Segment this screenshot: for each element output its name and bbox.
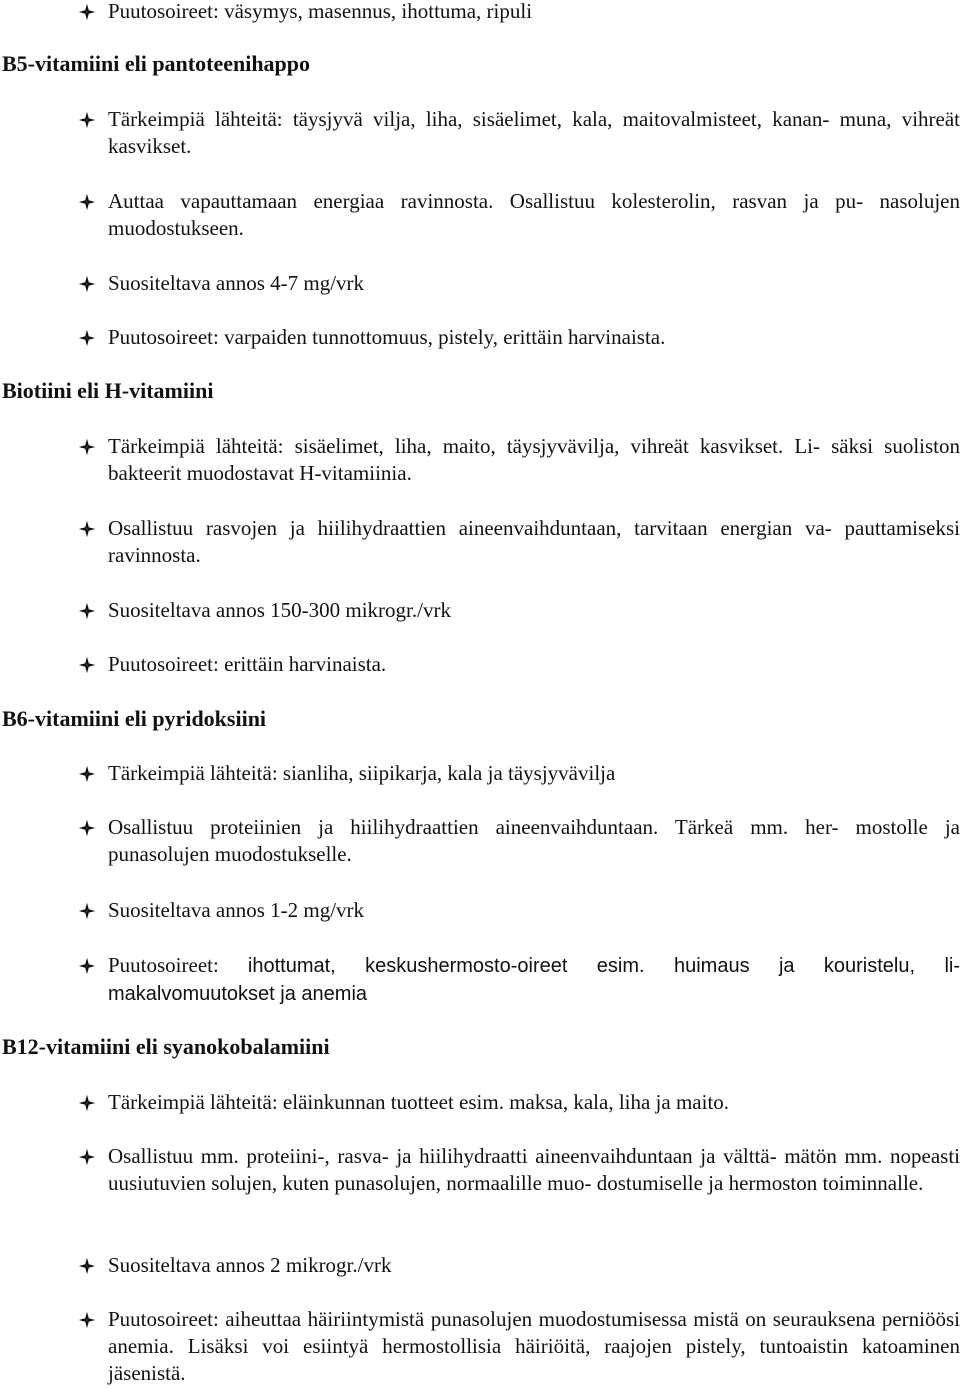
diamond-bullet-icon [78, 765, 96, 783]
list-item [78, 324, 960, 351]
list-item [78, 106, 960, 160]
diamond-bullet-icon [78, 1311, 96, 1329]
section-heading-biotiini: Biotiini eli H-vitamiini [2, 378, 214, 403]
list-item [78, 1252, 960, 1279]
list-item-body: ihottumat, keskushermosto-oireet esim. huimaus ja kouristelu, li- makalvomuutokset ja anemia [108, 955, 960, 1005]
list-item-text: Tärkeimpiä lähteitä: eläinkunnan tuotteet esim. maksa, kala, liha ja maito. [108, 1090, 730, 1114]
list-item [78, 651, 960, 678]
list-item [78, 1089, 960, 1116]
diamond-bullet-icon [78, 1257, 96, 1275]
diamond-bullet-icon [78, 193, 96, 211]
list-item-text: Osallistuu mm. proteiini-, rasva- ja hiilihydraatti aineenvaihduntaan ja välttä- mätön mm. nopeasti uusiutuvien solujen, kuten punasolujen, normaalille muo- dostumiselle ja hermoston toiminnalle. [108, 1144, 960, 1195]
list-item [78, 1143, 960, 1197]
section-heading-b5: B5-vitamiini eli pantoteenihappo [2, 51, 311, 76]
list-item-text: Suositeltava annos 4-7 mg/vrk [108, 271, 365, 295]
list-item [78, 188, 960, 242]
list-item [78, 1306, 960, 1387]
list-item-text: Suositeltava annos 150-300 mikrogr./vrk [108, 598, 451, 622]
list-item-text: Puutosoireet: väsymys, masennus, ihottuma, ripuli [108, 0, 533, 23]
list-item-text: Puutosoireet: erittäin harvinaista. [108, 652, 387, 676]
list-item-text: Tärkeimpiä lähteitä: sisäelimet, liha, maito, täysjyvävilja, vihreät kasvikset. Li- säksi suoliston bakteerit muodostavat H-vitamiinia. [108, 434, 960, 485]
diamond-bullet-icon [78, 656, 96, 674]
list-item-prefix: Puutosoireet: [108, 953, 219, 977]
diamond-bullet-icon [78, 3, 96, 21]
list-item [78, 515, 960, 569]
diamond-bullet-icon [78, 1094, 96, 1112]
list-item-text: Suositeltava annos 1-2 mg/vrk [108, 898, 365, 922]
list-item-text: Osallistuu rasvojen ja hiilihydraattien aineenvaihduntaan, tarvitaan energian va- pauttamiseksi ravinnosta. [108, 516, 960, 567]
diamond-bullet-icon [78, 275, 96, 293]
section-heading-b6: B6-vitamiini eli pyridoksiini [2, 706, 267, 731]
list-item [78, 897, 960, 924]
list-item [78, 814, 960, 868]
list-item-text: Puutosoireet: varpaiden tunnottomuus, pistely, erittäin harvinaista. [108, 325, 666, 349]
diamond-bullet-icon [78, 1148, 96, 1166]
list-item-text: Tärkeimpiä lähteitä: täysjyvä vilja, liha, sisäelimet, kala, maitovalmisteet, kanan- muna, vihreät kasvikset. [108, 107, 960, 158]
section-heading-b12: B12-vitamiini eli syanokobalamiini [2, 1034, 330, 1059]
list-item [78, 760, 960, 787]
list-item [78, 952, 960, 1008]
diamond-bullet-icon [78, 819, 96, 837]
list-item [78, 0, 960, 25]
list-item-text: Suositeltava annos 2 mikrogr./vrk [108, 1253, 392, 1277]
diamond-bullet-icon [78, 329, 96, 347]
list-item [78, 597, 960, 624]
diamond-bullet-icon [78, 438, 96, 456]
diamond-bullet-icon [78, 602, 96, 620]
list-item-text: Tärkeimpiä lähteitä: sianliha, siipikarja, kala ja täysjyvävilja [108, 761, 616, 785]
list-item-text: Osallistuu proteiinien ja hiilihydraattien aineenvaihduntaan. Tärkeä mm. her- mostolle ja punasolujen muodostukselle. [108, 815, 960, 866]
diamond-bullet-icon [78, 957, 96, 975]
list-item-text: Auttaa vapauttamaan energiaa ravinnosta. Osallistuu kolesterolin, rasvan ja pu- nasolujen muodostukseen. [108, 189, 960, 240]
list-item-text [108, 952, 960, 1008]
diamond-bullet-icon [78, 520, 96, 538]
list-item [78, 433, 960, 487]
list-item [78, 270, 960, 297]
diamond-bullet-icon [78, 902, 96, 920]
list-item-text: Puutosoireet: aiheuttaa häiriintymistä punasolujen muodostumisessa mistä on seurauksena perniöösi anemia. Lisäksi voi esiintyä hermostollisia häiriöitä, raajojen pistely, tuntoaistin katoaminen jäsenistä. [108, 1307, 960, 1385]
diamond-bullet-icon [78, 111, 96, 129]
